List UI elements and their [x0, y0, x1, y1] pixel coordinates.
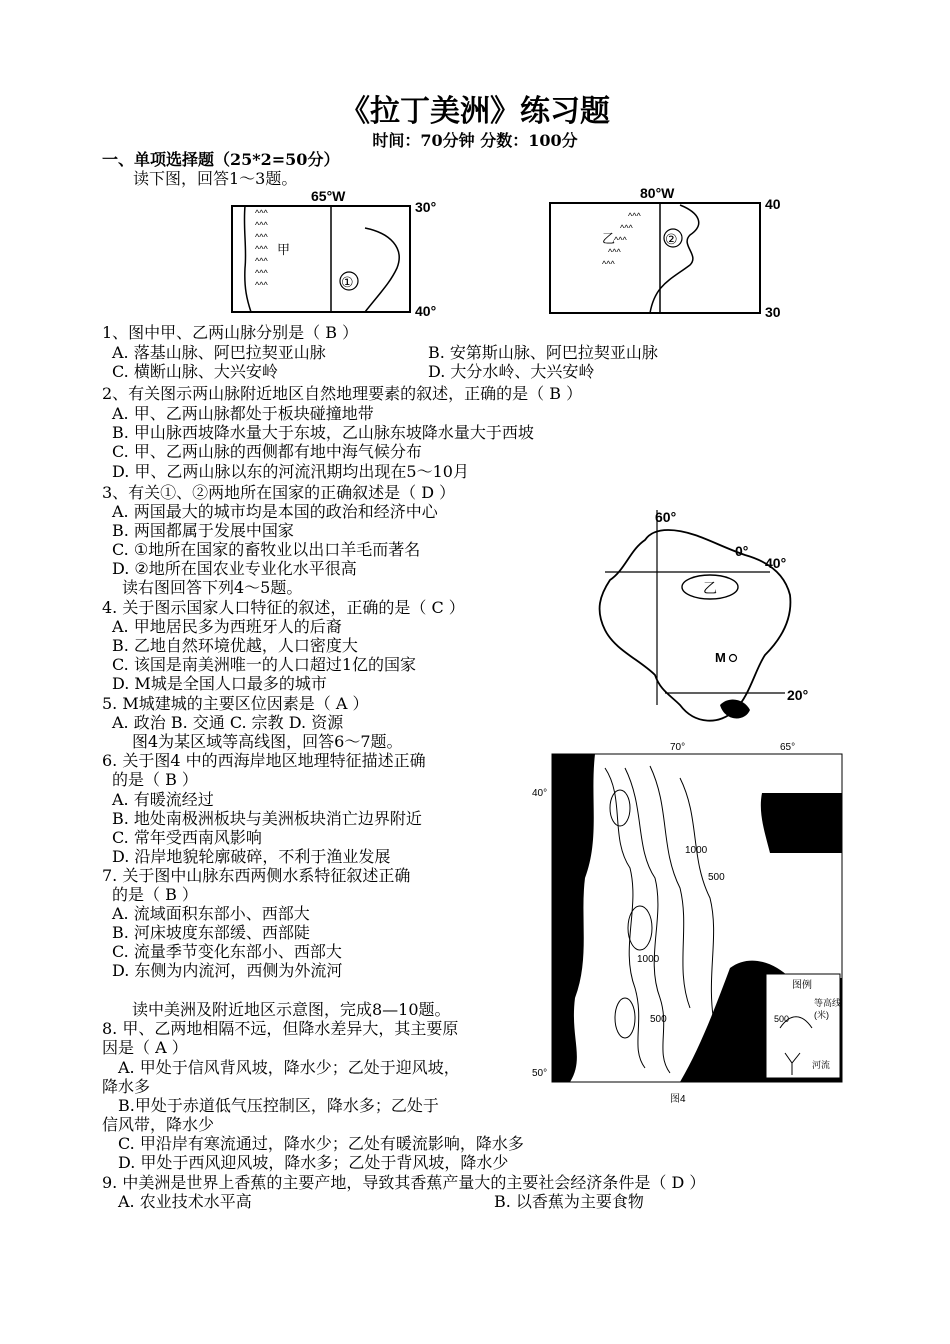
q9-option-a: A. 农业技术水平高	[118, 1192, 252, 1211]
question-1: 1、图中甲、乙两山脉分别是（ B ）	[102, 323, 359, 342]
map4-lon-65: 65°	[780, 742, 796, 753]
map3-lat-top: 60°	[655, 509, 677, 525]
map4-lat-40: 40°	[532, 788, 548, 799]
q8-option-a: A. 甲处于信风背风坡，降水少；乙处于迎风坡，	[118, 1058, 460, 1077]
map4-legend-unit: (米)	[814, 1010, 829, 1020]
map3-equator: 0°	[735, 543, 749, 559]
q7-option-d: D. 东侧为内流河，西侧为外流河	[112, 961, 343, 980]
q1-option-a: A. 落基山脉、阿巴拉契亚山脉	[112, 343, 326, 362]
map4-contour-1000-a: 1000	[685, 845, 708, 856]
q4-option-d: D. M城是全国人口最多的城市	[112, 674, 327, 693]
q1-option-c: C. 横断山脉、大兴安岭	[112, 362, 278, 381]
q8-option-b-cont: 信风带，降水少	[102, 1115, 215, 1134]
map4-contour-500-b: 500	[650, 1014, 667, 1025]
svg-text:^^^: ^^^	[255, 232, 268, 242]
q4-option-a: A. 甲地居民多为西班牙人的后裔	[112, 617, 342, 636]
question-8-cont: 因是（ A ）	[102, 1038, 188, 1057]
svg-text:^^^: ^^^	[255, 280, 268, 290]
q6-option-c: C. 常年受西南风影响	[112, 828, 262, 847]
section-heading: 一、单项选择题（25*2=50分）	[102, 150, 340, 169]
exam-info: 时间：70分钟 分数：100分	[372, 131, 578, 150]
svg-text:^^^: ^^^	[255, 208, 268, 218]
question-6: 6. 关于图4 中的西海岸地区地理特征描述正确	[102, 751, 426, 770]
instruction-1-3: 读下图，回答1～3题。	[133, 169, 298, 188]
map4-legend-title: 图例	[792, 980, 812, 991]
map2-lon: 80°W	[640, 185, 675, 201]
question-9: 9. 中美洲是世界上香蕉的主要产地，导致其香蕉产量大的主要社会经济条件是（ D ）	[102, 1173, 706, 1192]
map-brazil	[585, 500, 825, 735]
map3-city-label: M	[715, 650, 726, 665]
map1-lat-top: 30°	[415, 199, 437, 215]
q3-option-a: A. 两国最大的城市均是本国的政治和经济中心	[112, 502, 438, 521]
instruction-8-10: 读中美洲及附近地区示意图，完成8—10题。	[132, 1000, 451, 1019]
q6-option-a: A. 有暖流经过	[112, 790, 214, 809]
map4-lat-50: 50°	[532, 1068, 548, 1079]
map-north-america-east	[540, 185, 790, 320]
q6-option-b: B. 地处南极洲板块与美洲板块消亡边界附近	[112, 809, 422, 828]
q7-option-b: B. 河床坡度东部缓、西部陡	[112, 923, 310, 942]
question-3: 3、有关①、②两地所在国家的正确叙述是（ D ）	[102, 483, 456, 502]
svg-text:^^^: ^^^	[614, 235, 627, 245]
q2-option-a: A. 甲、乙两山脉都处于板块碰撞地带	[112, 404, 374, 423]
question-7-cont: 的是（ B ）	[112, 885, 198, 904]
map2-mountain-label: 乙	[602, 231, 616, 246]
svg-text:^^^: ^^^	[628, 211, 641, 221]
map4-legend-river: 河流	[812, 1060, 831, 1070]
svg-text:^^^: ^^^	[255, 256, 268, 266]
q7-option-a: A. 流域面积东部小、西部大	[112, 904, 310, 923]
q8-option-c: C. 甲沿岸有寒流通过，降水少；乙处有暖流影响，降水多	[118, 1134, 524, 1153]
page-title: 《拉丁美洲》练习题	[340, 94, 610, 129]
map3-region-label: 乙	[703, 580, 717, 596]
q2-option-b: B. 甲山脉西坡降水量大于东坡，乙山脉东坡降水量大于西坡	[112, 423, 534, 442]
svg-text:^^^: ^^^	[608, 247, 621, 257]
question-6-cont: 的是（ B ）	[112, 770, 198, 789]
q3-option-c: C. ①地所在国家的畜牧业以出口羊毛而著名	[112, 540, 421, 559]
question-4: 4. 关于图示国家人口特征的叙述，正确的是（ C ）	[102, 598, 465, 617]
question-8: 8. 甲、乙两地相隔不远，但降水差异大，其主要原	[102, 1019, 459, 1038]
q5-options: A. 政治 B. 交通 C. 宗教 D. 资源	[112, 713, 344, 732]
q2-option-c: C. 甲、乙两山脉的西侧都有地中海气候分布	[112, 442, 422, 461]
q4-option-b: B. 乙地自然环境优越，人口密度大	[112, 636, 358, 655]
map2-lat-top: 40	[765, 196, 781, 212]
svg-text:^^^: ^^^	[255, 244, 268, 254]
map3-lat-bottom: 20°	[787, 687, 809, 703]
map1-lon: 65°W	[311, 188, 346, 204]
map-southern-south-america	[215, 188, 460, 318]
map3-lon-right: 40°	[765, 555, 787, 571]
instruction-6-7: 图4为某区域等高线图，回答6～7题。	[132, 732, 403, 751]
map4-lon-70: 70°	[670, 742, 686, 753]
q3-option-d: D. ②地所在国农业专业化水平很高	[112, 559, 357, 578]
map4-legend-contour: 等高线	[814, 998, 842, 1008]
map-figure-4-contours	[530, 738, 850, 1108]
svg-text:^^^: ^^^	[255, 268, 268, 278]
question-7: 7. 关于图中山脉东西两侧水系特征叙述正确	[102, 866, 411, 885]
q4-option-c: C. 该国是南美洲唯一的人口超过1亿的国家	[112, 655, 417, 674]
map4-contour-500-a: 500	[708, 872, 725, 883]
instruction-4-5: 读右图回答下列4～5题。	[122, 578, 303, 597]
map2-lat-bottom: 30	[765, 304, 781, 320]
q1-option-d: D. 大分水岭、大兴安岭	[428, 362, 595, 381]
map2-point-label: ②	[665, 231, 678, 247]
map4-contour-1000-b: 1000	[637, 954, 660, 965]
q8-option-a-cont: 降水多	[102, 1077, 151, 1096]
svg-text:^^^: ^^^	[620, 223, 633, 233]
q6-option-d: D. 沿岸地貌轮廓破碎，不利于渔业发展	[112, 847, 391, 866]
q2-option-d: D. 甲、乙两山脉以东的河流汛期均出现在5～10月	[112, 462, 469, 481]
q1-option-b: B. 安第斯山脉、阿巴拉契亚山脉	[428, 343, 658, 362]
svg-text:^^^: ^^^	[602, 259, 615, 269]
q3-option-b: B. 两国都属于发展中国家	[112, 521, 294, 540]
question-5: 5. M城建城的主要区位因素是（ A ）	[102, 694, 369, 713]
q8-option-b: B.甲处于赤道低气压控制区，降水多；乙处于	[118, 1096, 439, 1115]
q8-option-d: D. 甲处于西风迎风坡，降水多；乙处于背风坡，降水少	[118, 1153, 509, 1172]
question-2: 2、有关图示两山脉附近地区自然地理要素的叙述，正确的是（ B ）	[102, 384, 583, 403]
q7-option-c: C. 流量季节变化东部小、西部大	[112, 942, 342, 961]
map4-legend-value: 500	[774, 1014, 790, 1024]
map4-caption: 图4	[670, 1094, 686, 1105]
q9-option-b: B. 以香蕉为主要食物	[494, 1192, 644, 1211]
map1-mountain-label: 甲	[277, 242, 291, 257]
map1-lat-bottom: 40°	[415, 303, 437, 318]
map1-point-label: ①	[341, 274, 354, 290]
svg-text:^^^: ^^^	[255, 220, 268, 230]
